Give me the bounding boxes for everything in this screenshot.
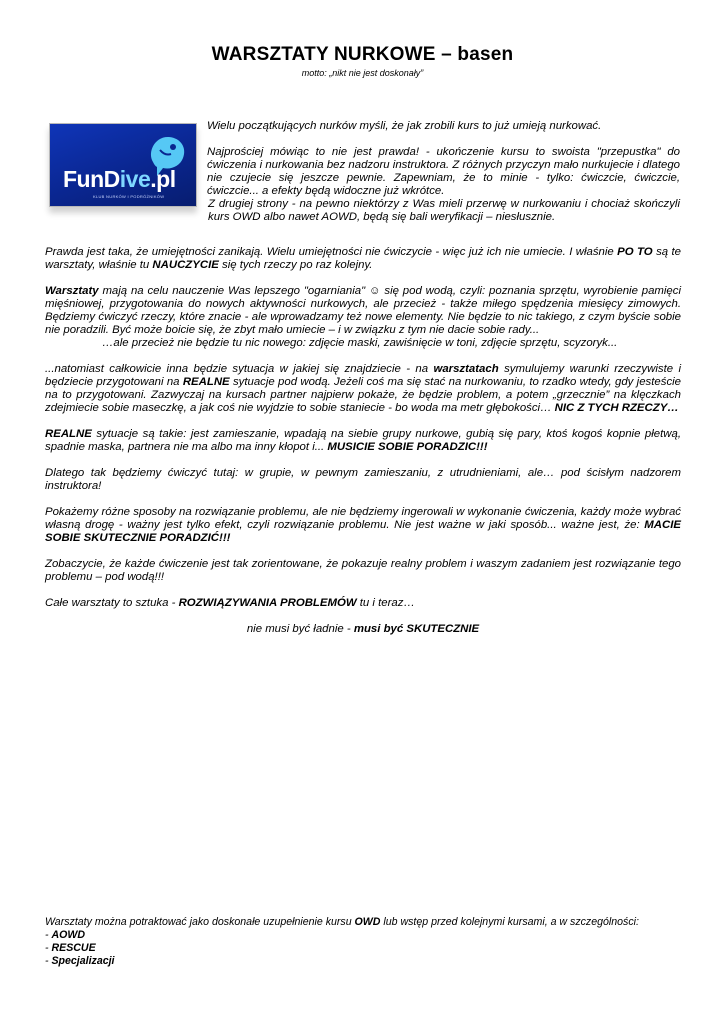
footer-item-rescue: - RESCUE — [45, 942, 96, 954]
intro-section — [207, 120, 680, 224]
document-title: WARSZTATY NURKOWE – basen — [211, 44, 514, 65]
paragraph-group-training: Dlatego tak będziemy ćwiczyć tutaj: w grupie, w pewnym zamieszaniu, z utrudnieniami, ale… pod ścisłym nadzorem instruktora! — [45, 467, 681, 492]
paragraph-nothing-new: …ale przecież nie będzie tu nic nowego: zdjęcie maski, zawiśnięcie w toni, zdjęcie sprzętu, scyzoryk... — [102, 337, 618, 349]
paragraph-skills: Prawda jest taka, że umiejętności zanikają. Wielu umiejętności nie ćwiczycie - więc już ich nie umiecie. I właśnie PO TO są te warsztaty, właśnie tu NAUCZYCIE się tych rzeczy po raz kolejny. — [45, 246, 682, 271]
paragraph-real-situations: REALNE sytuacje są takie: jest zamieszanie, wpadają na siebie grupy nurkowe, gubią się pary, ktoś kogoś kopnie płetwą, spadnie maska, partnera nie ma albo ma inny kłopot i... MUSICIE SOBIE PORADZIC!!! — [45, 428, 681, 453]
footer-lead: Warsztaty można potraktować jako doskonałe uzupełnienie kursu OWD lub wstęp przed kolejnymi kursami, a w szczególności: — [45, 916, 639, 928]
main-section — [45, 246, 681, 649]
paragraph-effective: nie musi być ładnie - musi być SKUTECZNIE — [246, 623, 480, 635]
paragraph-real-conditions: ...natomiast całkowicie inna będzie sytuacja w jakiej się znajdziecie - na warsztatach symulujemy warunki rzeczywiste i będziecie przygotowani na REALNE sytuacje pod wodą. Jeżeli coś ma się stać na nurkowaniu, to rzadko wtedy, gdy jesteście na to przygotowani. Zazwyczaj na kursach partner najpierw pokaże, że będzie problem, a potem „grzecznie” na klęczkach zdejmiecie sobie maseczkę, a jak coś nie wyjdzie to sobie staniecie - bo woda ma metr głębokości… NIC Z TYCH RZECZY… — [45, 363, 681, 414]
fundive-logo — [49, 123, 197, 207]
logo-wordmark: FunDive.pl — [63, 166, 176, 192]
intro-paragraph-1: Wielu początkujących nurków myśli, że jak zrobili kurs to już umieją nurkować. — [207, 120, 602, 132]
paragraph-workshop-goal: Warsztaty mają na celu nauczenie Was lepszego "ogarniania" ☺ się pod wodą, czyli: poznania sprzętu, wyrobienie pamięci mięśniowej, przygotowania do nowych aktywności nurkowych, ale przecież - także miłego spędzenia miesięcy zimowych. Będziemy ćwiczyć rzeczy, które znacie - ale wprowadzamy też nowe elementy. Nie będzie to nic takiego, z czym byście sobie nie poradzili. Być może boicie się, że zbyt mało umiecie – i w związku z tym nie dacie sobie rady... — [45, 285, 681, 336]
intro-paragraph-2: Najprościej mówiąc to nie jest prawda! - ukończenie kursu to swoista "przepustka" do ćwiczenia i nurkowania bez nadzoru instruktora. Z różnych przyczyn mało nurkujecie i dlatego nie czujecie się jeszcze pewnie. Zapewniam, że to minie - tylko: ćwiczcie, ćwiczcie, ćwiczcie... a efekty będą widoczne już wkrótce. — [207, 146, 680, 197]
paragraph-problem-solving: Całe warsztaty to sztuka - ROZWIĄZYWANIA PROBLEMÓW tu i teraz… — [45, 597, 415, 609]
document-motto: motto: „nikt nie jest doskonały” — [301, 68, 424, 78]
footer-item-aowd: - AOWD — [45, 929, 86, 941]
paragraph-oriented: Zobaczycie, że każde ćwiczenie jest tak zorientowane, że pokazuje realny problem i waszym zadaniem jest rozwiązanie tego problemu – pod wodą!!! — [45, 558, 681, 583]
footer-section — [45, 916, 681, 968]
logo-tagline: KLUB NURKÓW I PODRÓŻNIKÓW — [93, 194, 165, 199]
footer-item-specjalizacji: - Specjalizacji — [45, 955, 115, 967]
intro-paragraph-3: Z drugiej strony - na pewno niektórzy z Was mieli przerwę w nurkowaniu i chociaż skończyli kurs OWD albo nawet AOWD, będą się bali weryfikacji – niesłusznie. — [208, 198, 680, 223]
paragraph-solutions: Pokażemy różne sposoby na rozwiązanie problemu, ale nie będziemy ingerowali w wykonanie ćwiczenia, każdy może wybrać własną drogę - ważny jest tylko efekt, czyli rozwiązanie problemu. Nie jest ważne w jaki sposób... ważne jest, że: MACIE SOBIE SKUTECZNIE PORADZIĆ!!! — [45, 506, 681, 544]
